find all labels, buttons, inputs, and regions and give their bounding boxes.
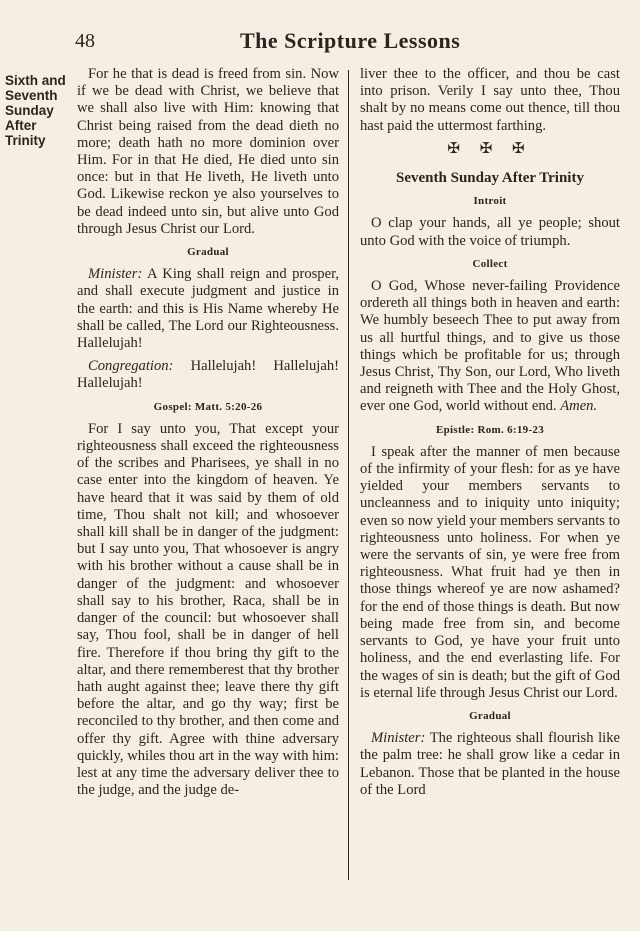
cross-ornaments: ✠ ✠ ✠ <box>447 140 533 157</box>
introit-heading: Introit <box>473 195 507 208</box>
side-note <box>5 73 73 148</box>
section-title: Seventh Sunday After Trinity <box>396 170 584 187</box>
epistle-text: I speak after the manner of men because of the infirmity of your flesh: for as ye have yielded your members servants to uncleanness and to iniquity unto iniquity; even so now yield your members servants to righteousness unto holiness. For when ye were the servants of sin, ye were free from righteousness. What fruit had ye then in those things whereof ye are now ashamed? for the end of those things is death. But now being made free from sin, and become servants to God, ye have your fruit unto holiness, and the end everlasting life. For the wages of sin is death; but the gift of God is eternal life through Jesus Christ our Lord. <box>360 443 620 701</box>
collect-body: O God, Whose never-failing Providence ordereth all things both in heaven and earth: We humbly beseech Thee to put away from us all hurtful things, and to give us those things which be profitable for us; through Jesus Christ, Thy Son, our Lord, Who liveth and reigneth with Thee and the Holy Ghost, ever one God, world without end. <box>360 278 620 415</box>
gospel-heading: Gospel: Matt. 5:20-26 <box>153 400 263 413</box>
side-note-line: After <box>5 118 37 133</box>
congregation-label: Congregation: <box>88 358 174 375</box>
epistle-heading: Epistle: Rom. 6:19-23 <box>435 423 545 436</box>
collect-amen: Amen. <box>560 398 598 415</box>
side-note-line: Seventh <box>5 88 58 103</box>
side-note-line: Sunday <box>5 103 54 118</box>
left-column <box>77 66 339 805</box>
gradual-minister <box>77 266 339 352</box>
minister-label: Minister: <box>88 266 143 283</box>
gradual-minister-right <box>360 730 620 799</box>
introit-text: O clap your hands, all ye people; shout unto God with the voice of triumph. <box>360 215 620 249</box>
page-number: 48 <box>75 30 95 52</box>
gradual-heading-right: Gradual <box>469 709 511 722</box>
epistle-conclusion: For he that is dead is freed from sin. Now if we be dead with Christ, we believe that we shall also live with Him: knowing that Christ being raised from the dead dieth no more; death hath no more dominion over Him. For in that He died, He died unto sin once: but in that He liveth, He liveth unto God. Likewise reckon ye also yourselves to be dead indeed unto sin, but alive unto God through Jesus Christ our Lord. <box>77 66 339 237</box>
minister-label-right: Minister: <box>371 730 426 747</box>
right-column <box>360 66 620 805</box>
gospel-text: For I say unto you, That except your righteousness shall exceed the righteousness of the scribes and Pharisees, ye shall in no case enter into the kingdom of heaven. Ye have heard that it was said by them of old time, Thou shalt not kill; and whosoever shall kill shall be in danger of the judgment: but I say unto you, That whosoever is angry with his brother without a cause shall be in danger of the judgment: and whosoever shall say to his brother, Raca, shall be in danger of the council: but whosoever shall say, Thou fool, shall be in danger of hell fire. Therefore if thou bring thy gift to the altar, and there rememberest that thy brother hath aught against thee; leave there thy gift before the altar, and go thy way; first be reconciled to thy brother, and then come and offer thy gift. Agree with thine adversary quickly, whiles thou art in the way with him: lest at any time the adversary deliver thee to the judge, and the judge de- <box>77 420 339 799</box>
side-note-line: Sixth and <box>5 73 66 88</box>
collect-heading: Collect <box>472 257 508 270</box>
column-divider <box>348 70 349 880</box>
minister-text: A King shall reign and prosper, and shall execute judgment and justice in the earth: and this is His Name whereby He shall be called, The Lord our Righteousness. Hallelujah! <box>77 266 339 352</box>
running-title: The Scripture Lessons <box>240 28 461 53</box>
side-note-line: Trinity <box>5 133 46 148</box>
minister-text-right: The righteous shall flourish like the palm tree: he shall grow like a cedar in Lebanon. Those that be planted in the house of the Lord <box>360 730 620 798</box>
collect-text <box>360 278 620 416</box>
gospel-continued: liver thee to the officer, and thou be cast into prison. Verily I say unto thee, Thou shalt by no means come out thence, till thou hast paid the uttermost farthing. <box>360 66 620 134</box>
congregation-text: Hallelujah! Hallelujah! Hallelujah! <box>77 358 339 392</box>
gradual-heading: Gradual <box>187 246 229 259</box>
gradual-congregation <box>77 358 339 392</box>
